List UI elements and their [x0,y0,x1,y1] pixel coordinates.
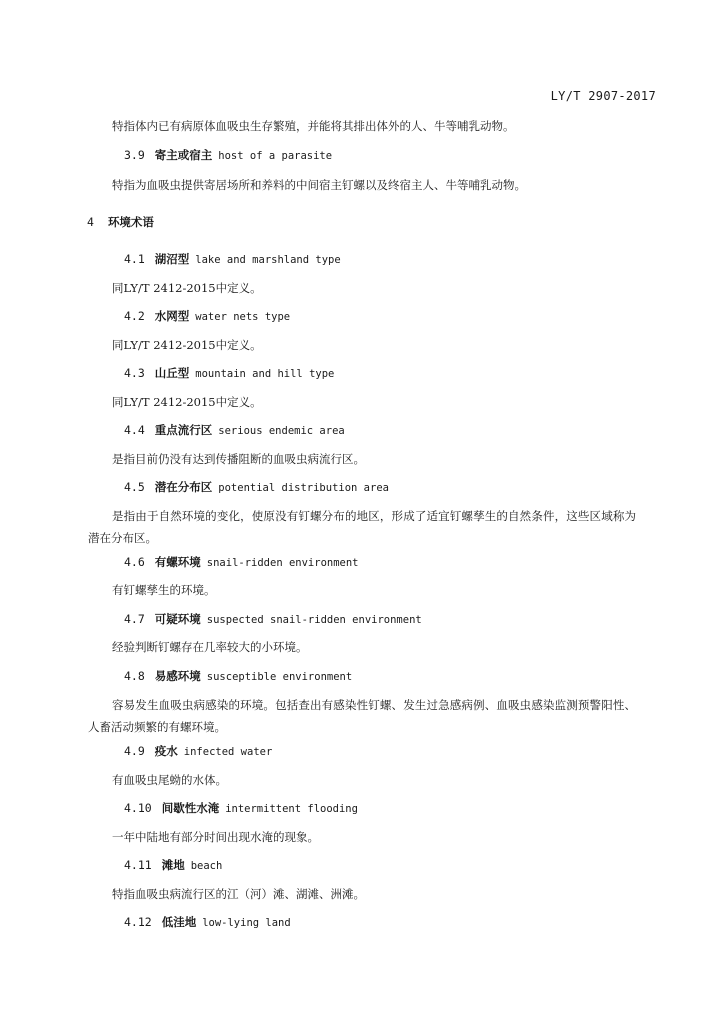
term-3-9-definition: 特指为血吸虫提供寄居场所和养料的中间宿主钉螺以及终宿主人、牛等哺乳动物。 [112,178,526,192]
term-cn: 重点流行区 [154,423,213,437]
term-en: intermittent flooding [225,803,358,815]
term-number: 4.2 [124,309,145,323]
term-number: 3.9 [124,148,145,162]
standard-code: LY/T 2907-2017 [550,89,656,103]
section-number: 4 [87,215,94,229]
term-cn: 潜在分布区 [154,480,213,494]
term-4-12-heading [124,914,291,931]
term-4-6-heading [124,554,359,571]
term-en: water nets type [195,311,291,323]
term-cn: 低洼地 [161,915,197,929]
term-en: beach [190,860,223,872]
term-4-8-heading [124,668,352,685]
term-en: suspected snail-ridden environment [206,614,422,626]
term-en: serious endemic area [218,425,345,437]
term-en: mountain and hill type [195,368,335,380]
term-cn: 山丘型 [154,366,190,380]
term-cn: 湖沼型 [154,252,190,266]
term-4-4-heading [124,422,345,439]
term-number: 4.4 [124,423,145,437]
term-4-5-definition: 是指由于自然环境的变化，使原没有钉螺分布的地区，形成了适宜钉螺孳生的自然条件，这些区域称为潜在分布区。 [88,509,636,545]
term-4-8-definition: 容易发生血吸虫病感染的环境。包括查出有感染性钉螺、发生过急感病例、血吸虫感染监测预警阳性、人畜活动频繁的有螺环境。 [88,698,636,734]
term-cn: 水网型 [154,309,190,323]
term-cn: 易感环境 [154,669,201,683]
term-4-4-definition: 是指目前仍没有达到传播阻断的血吸虫病流行区。 [112,452,365,466]
term-en: susceptible environment [206,671,353,683]
term-4-11-heading [124,857,222,874]
term-4-5-heading [124,479,389,496]
term-4-10-heading [124,800,358,817]
term-number: 4.9 [124,744,145,758]
term-3-9-heading [124,147,332,164]
term-number: 4.8 [124,669,145,683]
term-number: 4.5 [124,480,145,494]
term-4-11-definition: 特指血吸虫病流行区的江（河）滩、湖滩、洲滩。 [112,887,365,901]
term-cn: 可疑环境 [154,612,201,626]
section-4-heading [87,214,154,230]
term-4-2-definition: 同LY/T 2412-2015中定义。 [112,338,262,352]
term-4-9-heading [124,743,272,760]
term-4-2-heading [124,308,290,325]
term-4-1-heading [124,251,341,268]
term-4-3-definition: 同LY/T 2412-2015中定义。 [112,395,262,409]
term-4-7-definition: 经验判断钉螺存在几率较大的小环境。 [112,640,308,654]
term-en: host of a parasite [218,150,333,162]
term-4-6-definition: 有钉螺孳生的环境。 [112,583,216,597]
term-cn: 间歇性水淹 [161,801,220,815]
term-en: potential distribution area [218,482,389,494]
term-4-9-definition: 有血吸虫尾蚴的水体。 [112,773,227,787]
term-4-1-definition: 同LY/T 2412-2015中定义。 [112,281,262,295]
term-number: 4.6 [124,555,145,569]
intro-definition: 特指体内已有病原体血吸虫生存繁殖，并能将其排出体外的人、牛等哺乳动物。 [112,119,515,133]
term-number: 4.7 [124,612,145,626]
term-cn: 疫水 [154,744,178,758]
term-number: 4.3 [124,366,145,380]
term-cn: 寄主或宿主 [154,148,213,162]
term-cn: 滩地 [161,858,185,872]
section-title: 环境术语 [107,215,154,229]
term-number: 4.10 [124,801,152,815]
term-en: snail-ridden environment [206,557,359,569]
term-number: 4.12 [124,915,152,929]
term-4-10-definition: 一年中陆地有部分时间出现水淹的现象。 [112,830,319,844]
term-number: 4.1 [124,252,145,266]
term-4-3-heading [124,365,334,382]
term-en: low-lying land [202,917,291,929]
term-en: lake and marshland type [195,254,341,266]
term-en: infected water [183,746,273,758]
term-4-7-heading [124,611,422,628]
term-number: 4.11 [124,858,152,872]
term-cn: 有螺环境 [154,555,201,569]
